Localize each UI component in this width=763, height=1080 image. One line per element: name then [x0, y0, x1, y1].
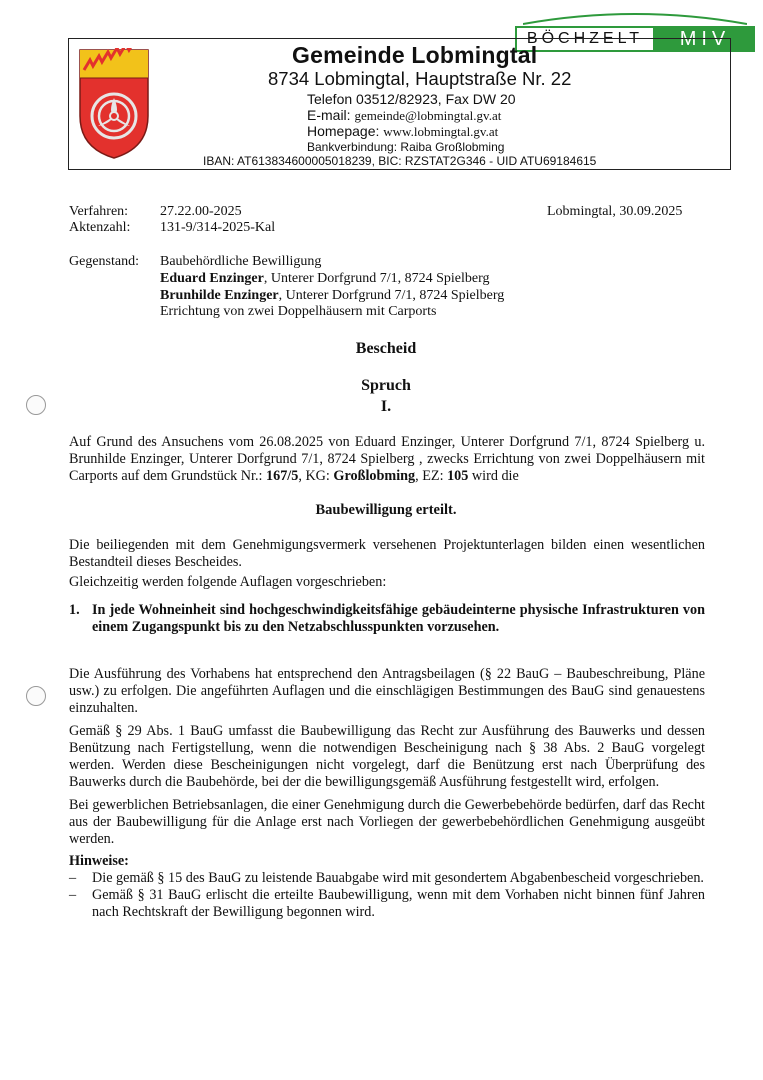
applicant-1-address: , Unterer Dorfgrund 7/1, 8724 Spielberg: [263, 271, 490, 286]
intro-end: wird die: [468, 468, 519, 484]
gegenstand-label: Gegenstand:: [69, 254, 139, 269]
iban-line: IBAN: AT613834600005018239, BIC: RZSTAT2G346 - UID ATU69184615: [203, 154, 597, 168]
ez-value: 105: [447, 468, 469, 484]
spruch-heading: Spruch: [361, 377, 411, 394]
stamp-left-text: BÖCHZELT: [515, 26, 655, 52]
verfahren-label: Verfahren:: [69, 204, 129, 219]
bank-line: Bankverbindung: Raiba Großlobming: [307, 140, 505, 154]
applicant-2-address: , Unterer Dorfgrund 7/1, 8724 Spielberg: [278, 288, 505, 303]
kg-value: Großlobming: [333, 468, 416, 484]
gewerbe-paragraph: Bei gewerblichen Betriebsanlagen, die einer Genehmigung durch die Gewerbebehörde bedürfen, darf das Recht aus der Baubewilligung für die Anlage erst nach Vorliegen der gewerbebehördlichen Genehmigung ausgeübt werden.: [69, 797, 705, 847]
municipality-crest-icon: [78, 48, 150, 160]
gegenstand-line-1: Baubehördliche Bewilligung: [160, 254, 322, 269]
section-number: I.: [380, 398, 392, 415]
email-value[interactable]: gemeinde@lobmingtal.gv.at: [354, 108, 502, 123]
hinweise-title: Hinweise:: [69, 853, 129, 869]
punch-hole-bottom: [26, 686, 46, 706]
beilagen-paragraph: Die beiliegenden mit dem Genehmigungsvermerk versehenen Projektunterlagen bilden einen wesentlichen Bestandteil dieses Bescheides.: [69, 537, 705, 570]
ausfuehrung-paragraph: Die Ausführung des Vorhabens hat entsprechend den Antragsbeilagen (§ 22 BauG – Baubeschreibung, Pläne usw.) zu erfolgen. Die angeführten Auflagen und die einschlägigen Bestimmungen des BauG sind genauestens einzuhalten.: [69, 666, 705, 716]
email-label: E-mail:: [307, 107, 351, 123]
auflage-1-number: 1.: [69, 602, 80, 618]
verfahren-value: 27.22.00-2025: [160, 204, 242, 219]
auflagen-intro: Gleichzeitig werden folgende Auflagen vorgeschrieben:: [69, 574, 387, 590]
stamp-right-text: MIV: [655, 26, 755, 52]
homepage-label: Homepage:: [307, 123, 380, 139]
ez-label: , EZ:: [415, 468, 448, 484]
gegenstand-line-4: Errichtung von zwei Doppelhäusern mit Carports: [160, 304, 437, 319]
aktenzahl-value: 131-9/314-2025-Kal: [160, 220, 276, 235]
hinweis-1-dash: –: [69, 870, 77, 886]
hinweis-2: Gemäß § 31 BauG erlischt die erteilte Baubewilligung, wenn mit dem Vorhaben nicht binnen fünf Jahren nach Rechtskraft der Bewilligung begonnen wird.: [92, 887, 705, 920]
hinweis-1: Die gemäß § 15 des BauG zu leistende Bauabgabe wird mit gesondertem Abgabenbescheid vorgeschrieben.: [92, 870, 704, 886]
applicant-2-name: Brunhilde Enzinger: [160, 288, 279, 303]
municipality-address: 8734 Lobmingtal, Hauptstraße Nr. 22: [268, 68, 572, 89]
homepage-line: [307, 123, 498, 140]
paragraph-29: Gemäß § 29 Abs. 1 BauG umfasst die Baubewilligung das Recht zur Ausführung des Bauwerks und dessen Benützung nach Fertigstellung, wenn die notwendigen Bescheinigung nach § 38 Abs. 2 BauG vorgelegt werden. Werden diese Bescheinigungen nicht vorgelegt, darf die Benützung erst nach Überprüfung des Bauwerks durch die Baubehörde, bei der die bewilligungsgemäß Ausführung festgestellt wird, erfolgen.: [69, 723, 705, 790]
punch-hole-top: [26, 395, 46, 415]
homepage-value[interactable]: www.lobmingtal.gv.at: [383, 124, 499, 139]
intro-text: Auf Grund des Ansuchens vom 26.08.2025 von Eduard Enzinger, Unterer Dorfgrund 7/1, 8724 Spielberg u. Brunhilde Enzinger, Unterer Dorfgrund 7/1, 8724 Spielberg , zwecks Errichtung von zwei Doppelhäusern mit Carports auf dem Grundstück Nr.:: [69, 434, 705, 484]
intro-paragraph: [69, 434, 705, 485]
municipality-name: Gemeinde Lobmingtal: [292, 42, 538, 68]
auflage-1-text: In jede Wohneinheit sind hochgeschwindigkeitsfähige gebäudeinterne physische Infrastrukturen von einem Zugangspunkt bis zu den Netzabschlusspunkten vorzusehen.: [92, 602, 705, 635]
aktenzahl-label: Aktenzahl:: [69, 220, 131, 235]
stamp-roof-line-icon: [523, 8, 747, 26]
phone-line: Telefon 03512/82923, Fax DW 20: [307, 91, 516, 107]
kg-label: , KG:: [298, 468, 334, 484]
approval-statement: Baubewilligung erteilt.: [315, 502, 457, 518]
document-title: Bescheid: [355, 340, 417, 357]
applicant-1: [160, 271, 490, 287]
applicant-1-name: Eduard Enzinger: [160, 271, 264, 286]
applicant-2: [160, 288, 504, 304]
grundstueck-number: 167/5: [266, 468, 299, 484]
email-line: [307, 107, 501, 124]
hinweis-2-dash: –: [69, 887, 77, 903]
place-date: Lobmingtal, 30.09.2025: [547, 204, 683, 219]
